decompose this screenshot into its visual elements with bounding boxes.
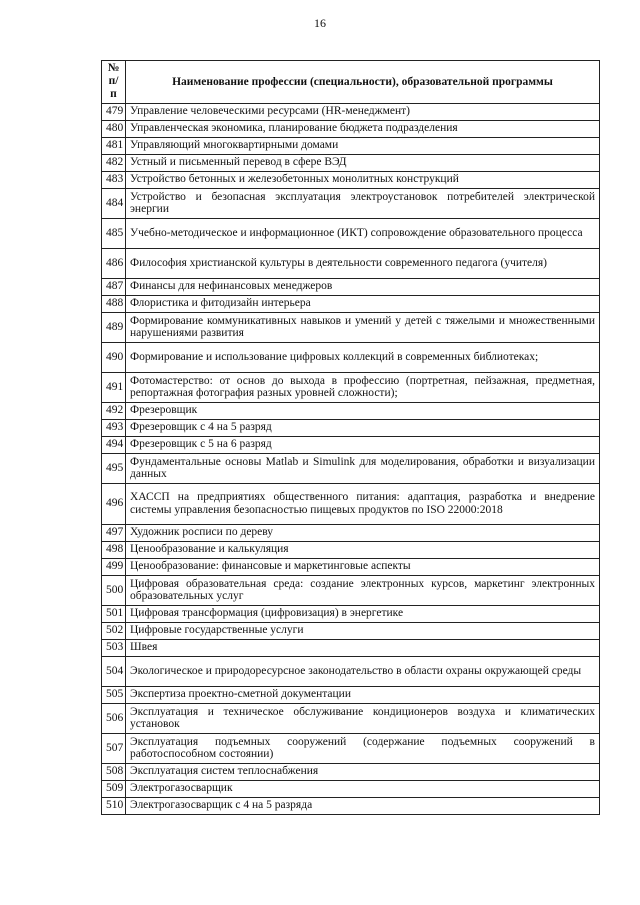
table-row — [102, 218, 600, 248]
program-name: Управленческая экономика, планирование бюджета подразделения — [126, 120, 600, 137]
program-name: Учебно-методическое и информационное (ИКТ) сопровождение образовательного процесса — [126, 218, 600, 248]
table-row — [102, 436, 600, 453]
program-name: Экологическое и природоресурсное законодательство в области охраны окружающей среды — [126, 656, 600, 686]
row-number: 479 — [102, 103, 126, 120]
table-row — [102, 780, 600, 797]
program-name: Фрезеровщик — [126, 402, 600, 419]
program-name: Эксплуатация подъемных сооружений (содержание подъемных сооружений в работоспособном состоянии) — [126, 733, 600, 763]
table-row — [102, 575, 600, 605]
program-name: Эксплуатация систем теплоснабжения — [126, 763, 600, 780]
row-number: 500 — [102, 575, 126, 605]
program-name: Управляющий многоквартирными домами — [126, 137, 600, 154]
row-number: 507 — [102, 733, 126, 763]
program-name: Философия христианской культуры в деятельности современного педагога (учителя) — [126, 248, 600, 278]
row-number: 485 — [102, 218, 126, 248]
table-row — [102, 188, 600, 218]
row-number: 480 — [102, 120, 126, 137]
row-number: 495 — [102, 453, 126, 483]
table-row — [102, 524, 600, 541]
program-name: Флористика и фитодизайн интерьера — [126, 295, 600, 312]
row-number: 502 — [102, 622, 126, 639]
table-row — [102, 797, 600, 814]
table-row — [102, 419, 600, 436]
row-number: 487 — [102, 278, 126, 295]
table-row — [102, 622, 600, 639]
program-name: Устный и письменный перевод в сфере ВЭД — [126, 154, 600, 171]
program-name: Цифровая трансформация (цифровизация) в энергетике — [126, 605, 600, 622]
row-number: 491 — [102, 372, 126, 402]
row-number: 509 — [102, 780, 126, 797]
program-name: Устройство бетонных и железобетонных монолитных конструкций — [126, 171, 600, 188]
row-number: 482 — [102, 154, 126, 171]
program-name: Швея — [126, 639, 600, 656]
row-number: 490 — [102, 342, 126, 372]
table-row — [102, 483, 600, 524]
program-name: Ценообразование и калькуляция — [126, 541, 600, 558]
program-name: Электрогазосварщик — [126, 780, 600, 797]
table-header-row — [102, 61, 600, 104]
row-number: 483 — [102, 171, 126, 188]
program-name: Фрезеровщик с 5 на 6 разряд — [126, 436, 600, 453]
table-row — [102, 703, 600, 733]
program-name: Фрезеровщик с 4 на 5 разряд — [126, 419, 600, 436]
row-number: 493 — [102, 419, 126, 436]
program-name: Фундаментальные основы Matlab и Simulink для моделирования, обработки и визуализации данных — [126, 453, 600, 483]
table-row — [102, 605, 600, 622]
program-name: Финансы для нефинансовых менеджеров — [126, 278, 600, 295]
program-name: Ценообразование: финансовые и маркетинговые аспекты — [126, 558, 600, 575]
table-row — [102, 295, 600, 312]
row-number: 489 — [102, 312, 126, 342]
table-row — [102, 453, 600, 483]
program-name: Эксплуатация и техническое обслуживание кондиционеров воздуха и климатических установок — [126, 703, 600, 733]
row-number: 508 — [102, 763, 126, 780]
program-name: Устройство и безопасная эксплуатация электроустановок потребителей электрической энергии — [126, 188, 600, 218]
table-row — [102, 103, 600, 120]
program-name: Фотомастерство: от основ до выхода в профессию (портретная, пейзажная, предметная, репортажная фотография разных уровней сложности); — [126, 372, 600, 402]
program-name: Художник росписи по дереву — [126, 524, 600, 541]
table-row — [102, 154, 600, 171]
row-number: 497 — [102, 524, 126, 541]
page-number: 16 — [314, 16, 326, 30]
program-name: Цифровая образовательная среда: создание электронных курсов, маркетинг электронных образовательных услуг — [126, 575, 600, 605]
number-header-line1: № — [107, 62, 120, 74]
program-name: Формирование и использование цифровых коллекций в современных библиотеках; — [126, 342, 600, 372]
table-row — [102, 639, 600, 656]
table-row — [102, 312, 600, 342]
programs-table — [101, 60, 600, 815]
row-number: 506 — [102, 703, 126, 733]
row-number: 501 — [102, 605, 126, 622]
row-number: 484 — [102, 188, 126, 218]
table-row — [102, 171, 600, 188]
table-row — [102, 733, 600, 763]
table-row — [102, 763, 600, 780]
row-number: 510 — [102, 797, 126, 814]
table-row — [102, 372, 600, 402]
row-number: 503 — [102, 639, 126, 656]
row-number: 499 — [102, 558, 126, 575]
row-number: 494 — [102, 436, 126, 453]
row-number: 488 — [102, 295, 126, 312]
row-number: 498 — [102, 541, 126, 558]
program-name: Цифровые государственные услуги — [126, 622, 600, 639]
table-row — [102, 686, 600, 703]
table-row — [102, 402, 600, 419]
program-name: Электрогазосварщик с 4 на 5 разряда — [126, 797, 600, 814]
number-header-line2: п/п — [108, 75, 119, 101]
table-row — [102, 558, 600, 575]
row-number: 481 — [102, 137, 126, 154]
program-name: Управление человеческими ресурсами (HR-менеджмент) — [126, 103, 600, 120]
name-column-header: Наименование профессии (специальности), образовательной программы — [126, 61, 600, 104]
table-row — [102, 541, 600, 558]
row-number: 492 — [102, 402, 126, 419]
table-row — [102, 248, 600, 278]
program-name: Формирование коммуникативных навыков и умений у детей с тяжелыми и множественными нарушениями развития — [126, 312, 600, 342]
number-column-header — [102, 61, 126, 104]
row-number: 505 — [102, 686, 126, 703]
program-name: Экспертиза проектно-сметной документации — [126, 686, 600, 703]
row-number: 504 — [102, 656, 126, 686]
table-row — [102, 278, 600, 295]
table-row — [102, 137, 600, 154]
table-row — [102, 120, 600, 137]
program-name: ХАССП на предприятиях общественного питания: адаптация, разработка и внедрение системы управления безопасностью пищевых продуктов по ISO 22000:2018 — [126, 483, 600, 524]
row-number: 496 — [102, 483, 126, 524]
table-row — [102, 342, 600, 372]
table-row — [102, 656, 600, 686]
row-number: 486 — [102, 248, 126, 278]
